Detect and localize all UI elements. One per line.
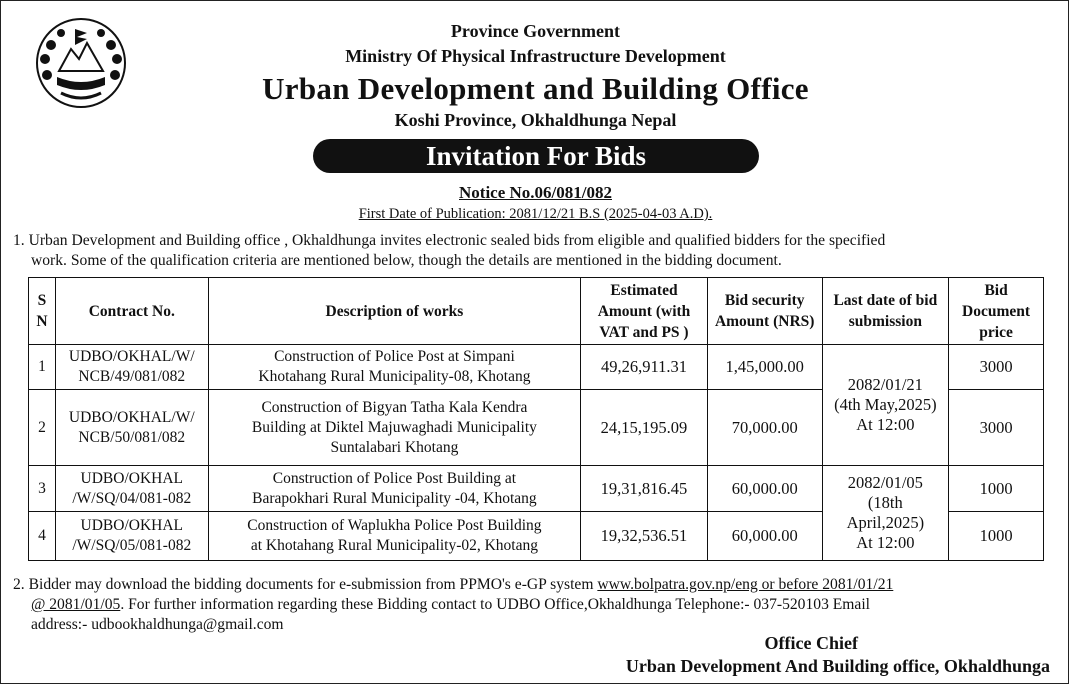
deadline-time: At 12:00 [856,533,915,552]
header-estimated-amount: Estimated Amount (with VAT and PS ) [581,278,708,345]
cell-estimated-amount: 19,31,816.45 [581,466,708,512]
table-row [29,345,1044,390]
cell-contract-no [55,390,208,466]
intro-line-2: work. Some of the qualification criteria are mentioned below, though the details are mentioned in the bidding document. [31,252,782,269]
email-line: address:- udbookhaldhunga@gmail.com [31,616,284,633]
cell-contract-no [55,345,208,390]
contract-line-1: UDBO/OKHAL/W/ [68,408,195,426]
header-contract-no: Contract No. [55,278,208,345]
contract-line-1: UDBO/OKHAL/W/ [68,348,195,365]
description-line-2: Khotahang Rural Municipality-08, Khotang [258,368,531,385]
cell-document-price: 1000 [949,466,1044,512]
province-government-heading: Province Government [450,21,621,41]
description-line-2: at Khotahang Rural Municipality-02, Khotang [250,537,538,554]
cell-document-price: 3000 [949,390,1044,466]
cell-bid-security: 60,000.00 [707,466,822,512]
cell-contract-no [55,512,208,561]
cell-last-date-a [822,345,949,466]
cell-bid-security: 70,000.00 [707,390,822,466]
deadline-date: 2082/01/21 [847,375,923,394]
description-line-1: Construction of Waplukha Police Post Building [247,517,542,534]
signature-office: Urban Development And Building office, Okhaldhunga [625,656,1050,676]
deadline-ad-date: (4th May,2025) [834,395,937,414]
header-document-price: Bid Document price [949,278,1044,345]
cell-estimated-amount: 24,15,195.09 [581,390,708,466]
invitation-title: Invitation For Bids [313,139,759,173]
notice-number: Notice No.06/081/082 [459,183,612,202]
deadline-link[interactable]: @ 2081/01/05 [31,596,121,613]
office-location: Koshi Province, Okhaldhunga Nepal [394,110,677,130]
intro-line-1: 1. Urban Development and Building office , Okhaldhunga invites electronic sealed bids from eligible and qualified bidders for the specified [13,232,886,249]
cell-description [208,345,580,390]
cell-sn: 3 [29,466,56,512]
contract-line-2: NCB/49/081/082 [78,368,186,385]
cell-sn: 2 [29,390,56,466]
contract-line-1: UDBO/OKHAL [80,517,184,534]
cell-sn: 4 [29,512,56,561]
deadline-ad-date-2: April,2025) [846,513,925,532]
bids-table [28,277,1044,561]
cell-estimated-amount: 49,26,911.31 [581,345,708,390]
description-line-1: Construction of Bigyan Tatha Kala Kendra [261,398,528,416]
contact-text: . For further information regarding these Bidding contact to UDBO Office,Okhaldhunga Telephone:- 037-520103 Email [120,596,870,613]
table-header-row [29,278,1044,345]
signature-title: Office Chief [764,633,858,653]
header-description: Description of works [208,278,580,345]
table-row [29,466,1044,512]
contract-line-1: UDBO/OKHAL [80,469,184,487]
deadline-ad-date-1: (18th [867,493,903,512]
cell-contract-no [55,466,208,512]
intro-paragraph [13,231,1059,271]
bolpatra-link[interactable]: www.bolpatra.gov.np/eng or before 2081/01/21 [597,576,894,593]
cell-last-date-b [822,466,949,561]
description-line-1: Construction of Police Post Building at [272,469,517,487]
contract-line-2: NCB/50/081/082 [78,428,186,446]
header-sn: S N [29,278,56,345]
header-bid-security: Bid security Amount (NRS) [707,278,822,345]
download-paragraph [13,575,1059,635]
office-name-heading: Urban Development and Building Office [262,71,809,106]
cell-document-price: 3000 [949,345,1044,390]
description-line-2: Barapokhari Rural Municipality -04, Khotang [252,489,537,507]
cell-document-price: 1000 [949,512,1044,561]
cell-estimated-amount: 19,32,536.51 [581,512,708,561]
cell-bid-security: 1,45,000.00 [707,345,822,390]
deadline-date: 2082/01/05 [847,473,923,492]
cell-description [208,512,580,561]
header-last-date: Last date of bid submission [822,278,949,345]
publication-date: First Date of Publication: 2081/12/21 B.S (2025-04-03 A.D). [358,206,713,222]
download-text: 2. Bidder may download the bidding documents for e-submission from PPMO's e-GP system [13,576,598,593]
cell-sn: 1 [29,345,56,390]
ministry-heading: Ministry Of Physical Infrastructure Development [345,46,726,66]
contract-line-2: /W/SQ/05/081-082 [72,537,192,554]
description-line-1: Construction of Police Post at Simpani [274,348,515,365]
deadline-time: At 12:00 [856,415,915,434]
cell-description [208,390,580,466]
description-line-2: Building at Diktel Majuwaghadi Municipality [251,418,537,436]
cell-description [208,466,580,512]
description-line-3: Suntalabari Khotang [330,438,459,456]
contract-line-2: /W/SQ/04/081-082 [72,489,192,507]
cell-bid-security: 60,000.00 [707,512,822,561]
